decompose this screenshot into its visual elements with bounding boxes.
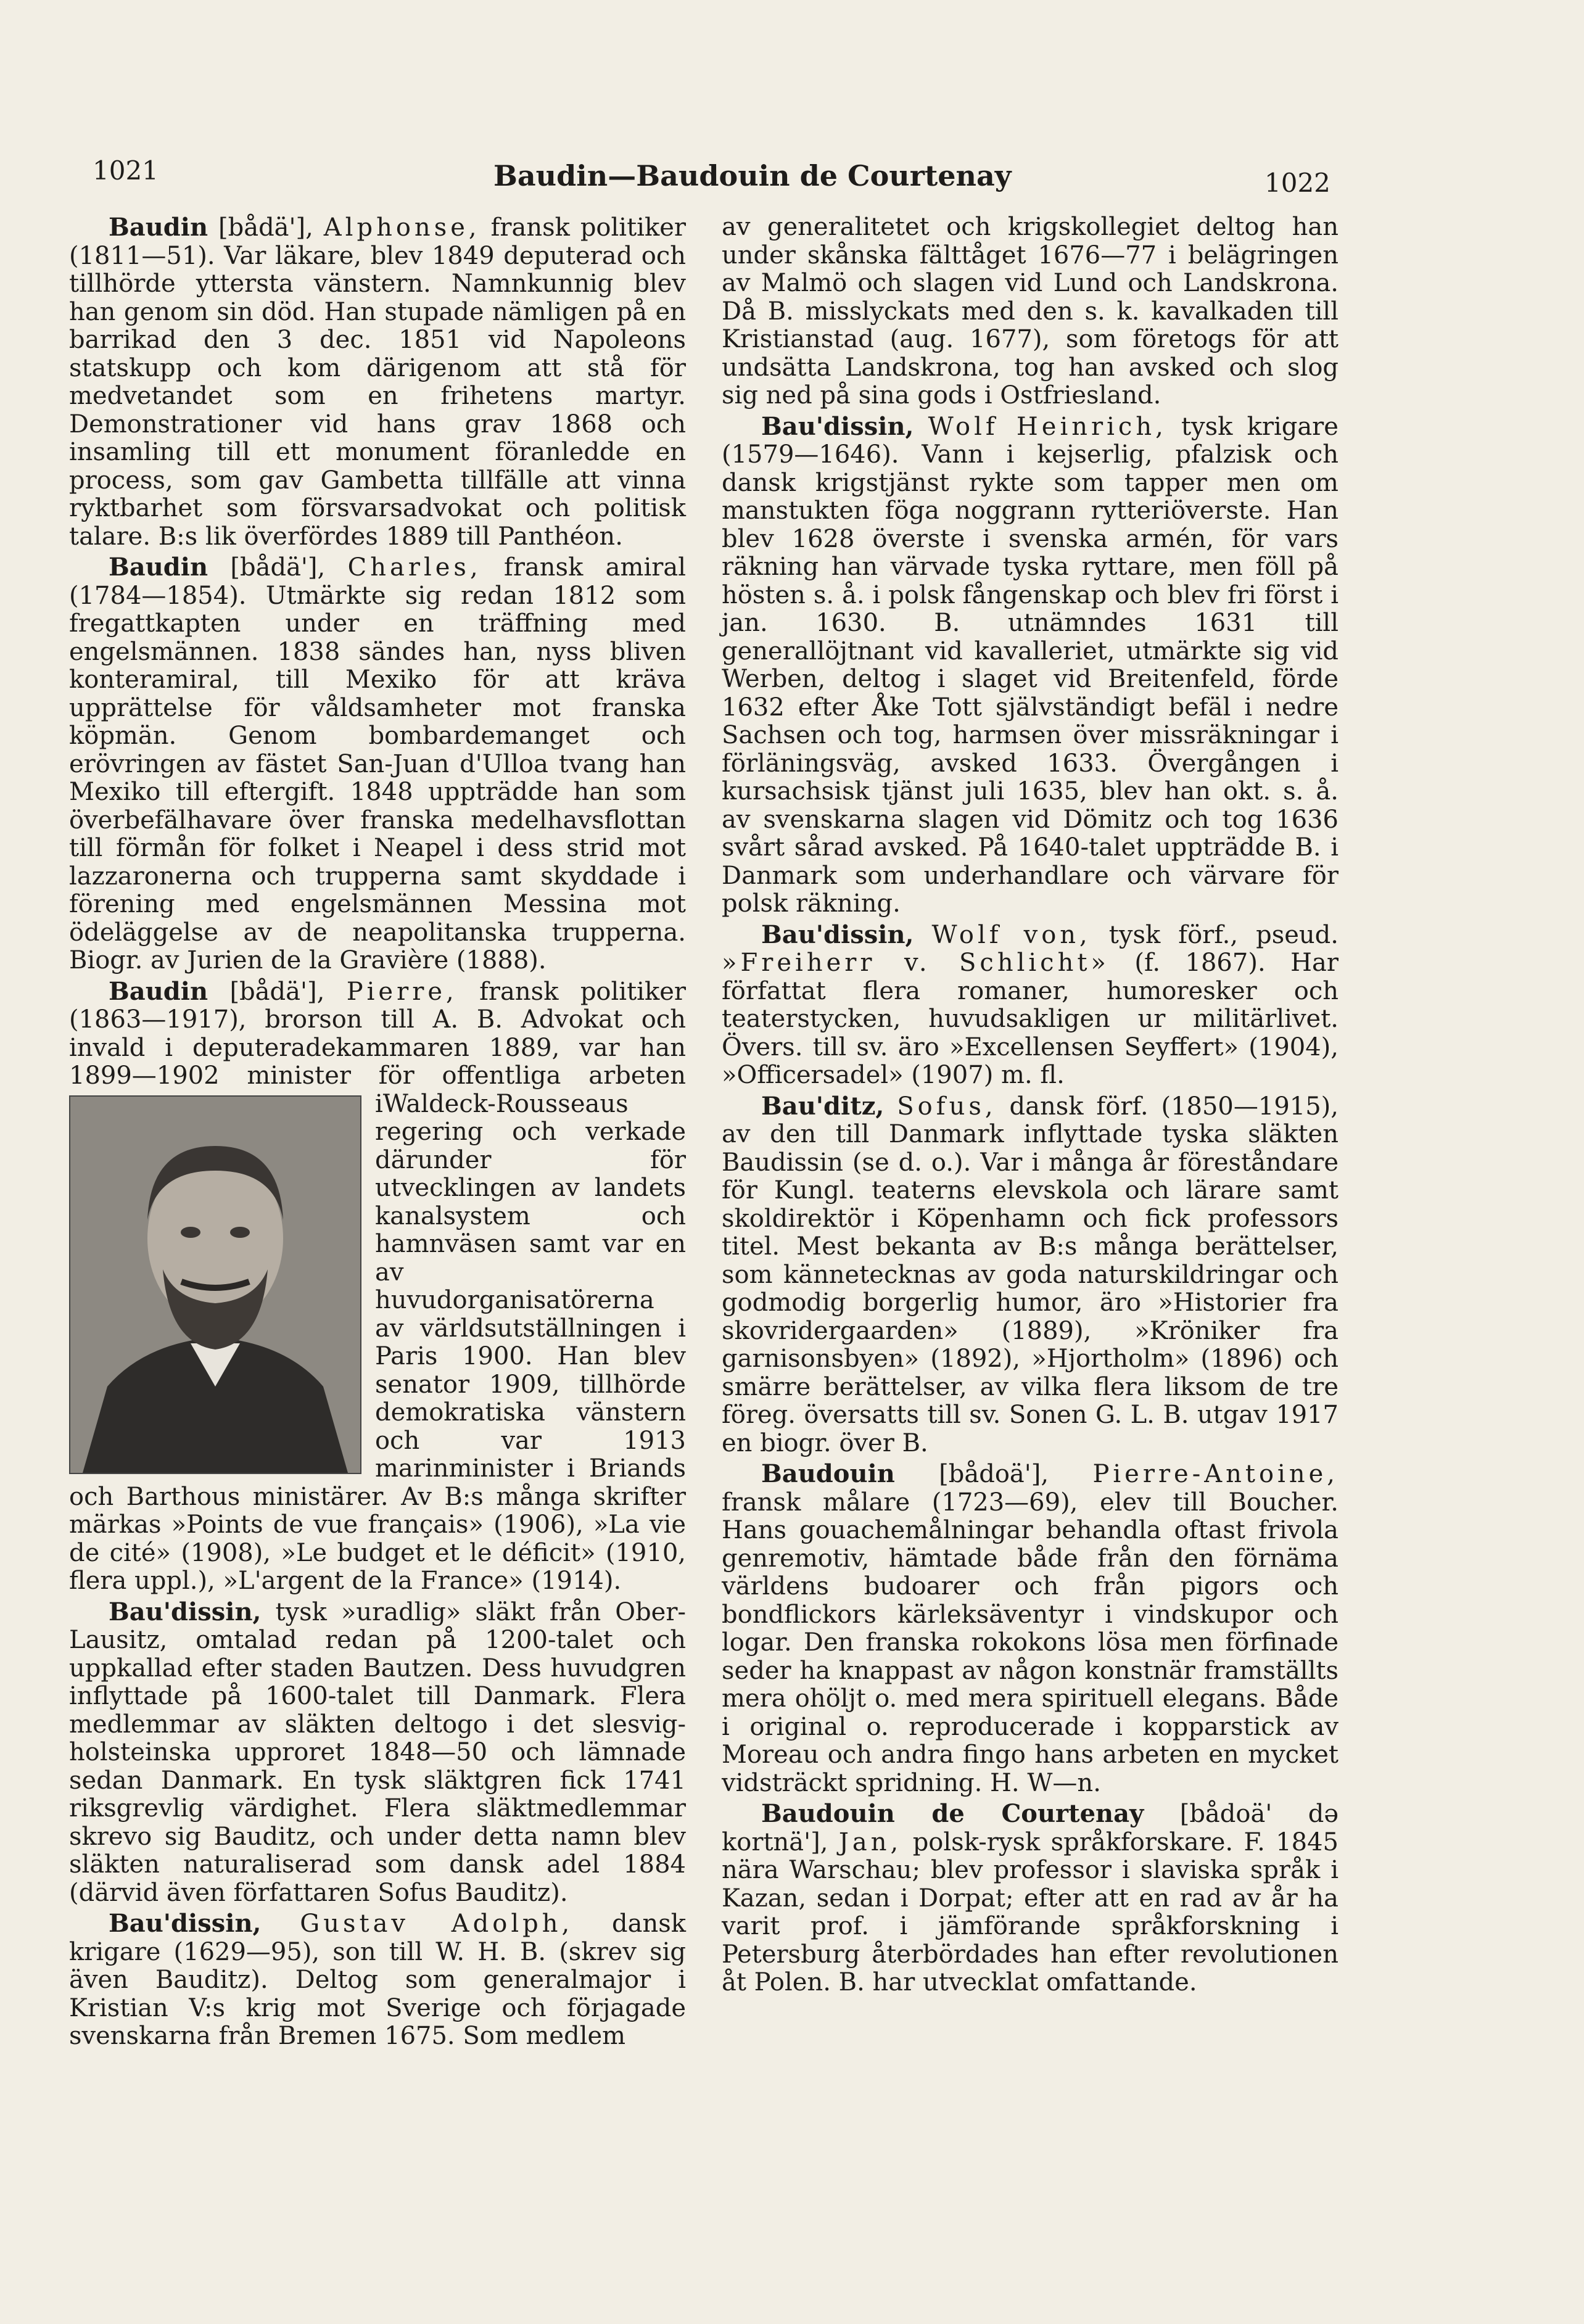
page-number-left: 1021 xyxy=(93,155,159,186)
entry-sofus-bauditz xyxy=(722,1092,1339,1458)
entry-text: dansk förf. (1850—1915), av den till Danmark inflyttade tyska släkten Baudissin (se d. o.). Var i många år föreståndare för Kungl. teaterns elevskola och lärare samt skoldirektör i Köpenhamn och fick professors titel. Mest bekanta av B:s många berättelser, som kännetecknas av goda naturskildringar och godmodig borgerlig humor, äro »Historier fra skovridergaarden» (1889), »Kröniker fra garnisonsbyen» (1892), »Hjortholm» (1896) och smärre berättelser, av vilka flera liksom de tre föreg. översatts till sv. Sonen G. L. B. utgav 1917 en biogr. över B. xyxy=(722,1092,1339,1457)
headword: Baudin xyxy=(109,553,208,582)
entry-gustav-adolph-baudissin xyxy=(69,1910,686,2051)
headword: Baudouin xyxy=(761,1459,895,1488)
pronunciation: [bådä'], xyxy=(218,213,313,242)
portrait-photo-icon xyxy=(69,1095,361,1474)
pronunciation: [bådä'], xyxy=(229,977,325,1006)
entry-wolf-von-baudissin xyxy=(722,921,1339,1090)
entry-text: fransk politiker (1811—51). Var läkare, blev 1849 deputerad och tillhörde yttersta vänstern. Namnkunnig blev han genom sin död. Han stupade nämligen på en barrikad den 3 dec. 1851 vid Napoleons statskupp och kom därigenom att stå för medvetandet som en frihetens martyr. Demonstrationer vid hans grav 1868 och insamling till ett monument föranledde en process, som gav Gambetta tillfälle att vinna ryktbarhet som försvarsadvokat och politisk talare. B:s lik överfördes 1889 till Panthéon. xyxy=(69,213,686,551)
given-name: Pierre-Antoine, xyxy=(1092,1460,1339,1488)
pronunciation: [bådä'], xyxy=(230,553,326,582)
headword: Baudouin de Courtenay xyxy=(761,1799,1144,1828)
left-column xyxy=(69,213,686,2053)
entry-text: dansk krigare (1629—95), son till W. H. B. (skrev sig även Bauditz). Deltog som generalmajor i Kristian V:s krig mot Sverige och förjagade svenskarna från Bremen 1675. Som medlem xyxy=(69,1910,686,2050)
headword: Bau'dissin, xyxy=(761,920,914,949)
given-name: Wolf Heinrich, xyxy=(928,412,1167,441)
given-name: Wolf von, xyxy=(931,920,1091,949)
entry-text: fransk målare (1723—69), elev till Boucher. Hans gouachemålningar behandla oftast frivola genremotiv, hämtade både från den förnäma världens budoarer och från pigors och bondflickors kärleksäventyr i vindskupor och logar. Den franska rokokons lösa men förfinade seder ha knappast av någon konstnär framställts mera ohöljt o. med mera spirituell elegans. Både i original o. reproducerade i kopparstick av Moreau och andra fingo hans arbeten en mycket vidsträckt spridning. H. W—n. xyxy=(722,1488,1339,1797)
entry-text-continued: (f. 1867). Har författat flera romaner, humoresker och teaterstycken, huvudsakligen ur militärlivet. Övers. till sv. äro »Excellensen Seyffert» (1904), »Officersadel» (1907) m. fl. xyxy=(722,949,1339,1089)
pronunciation: [bådoä' də kortnä'], xyxy=(722,1800,1339,1856)
entry-charles-baudin xyxy=(69,553,686,975)
headword: Baudin xyxy=(109,976,208,1006)
headword: Bau'dissin, xyxy=(109,1597,262,1626)
pronunciation: [bådoä'], xyxy=(939,1460,1049,1488)
entry-baudouin-de-courtenay xyxy=(722,1800,1339,1997)
headword: Bau'dissin, xyxy=(109,1909,262,1938)
given-name: Charles, xyxy=(347,553,482,582)
given-name: Sofus, xyxy=(897,1092,997,1121)
page-number-right: 1022 xyxy=(1264,168,1330,198)
given-name: Alphonse, xyxy=(323,213,481,242)
running-head: Baudin—Baudouin de Courtenay xyxy=(493,159,1012,192)
headword: Baudin xyxy=(109,213,208,242)
headword: Bau'ditz, xyxy=(761,1091,885,1121)
entry-text: fransk politiker (1863—1917), brorson till A. B. Advokat och invald i deputeradekammaren 1889, var han 1899—1902 minister för offentliga arbeten i xyxy=(69,977,686,1118)
entry-alphonse-baudin xyxy=(69,213,686,551)
headword: Bau'dissin, xyxy=(761,411,914,441)
entry-pierre-antoine-baudouin xyxy=(722,1460,1339,1797)
given-name: Pierre, xyxy=(346,977,458,1006)
entry-continuation: av generalitetet och krigskollegiet deltog han under skånska fälttåget 1676—77 i belägringen av Malmö och slagen vid Lund och Landskrona. Då B. misslyckats med den s. k. kavalkaden till Kristianstad (aug. 1677), som företogs för att undsätta Landskrona, tog han avsked och slog sig ned på sina gods i Ostfriesland. xyxy=(722,213,1339,410)
given-name: Jan, xyxy=(838,1827,902,1856)
entry-baudissin-family xyxy=(69,1598,686,1908)
entry-text: polsk-rysk språkforskare. F. 1845 nära Warschau; blev professor i slaviska språk i Kazan, sedan i Dorpat; efter att en rad av år ha varit prof. i jämförande språkforskning i Petersburg återbördades han efter revolutionen åt Polen. B. har utvecklat omfattande. xyxy=(722,1827,1339,1996)
entry-text: fransk amiral (1784—1854). Utmärkte sig redan 1812 som fregattkapten under en träffning med engelsmännen. 1838 sändes han, nyss bliven konteramiral, till Mexiko för att kräva upprättelse för våldsamheter mot franska köpmän. Genom bombardemanget och erövringen av fästet San-Juan d'Ulloa tvang han Mexiko till eftergift. 1848 uppträdde han som överbefälhavare över franska medelhavsflottan till förmån för folket i Neapel i dess strid mot lazzaronerna och trupperna samt skyddade i förening med engelsmännen Messina mot ödeläggelse av de neapolitanska trupperna. Biogr. av Jurien de la Gravière (1888). xyxy=(69,553,686,975)
entry-wolf-heinrich-baudissin xyxy=(722,413,1339,918)
right-column xyxy=(722,213,1339,2000)
entry-text-continued: Waldeck-Rousseaus regering och verkade därunder för utvecklingen av landets kanalsystem och hamnväsen samt var en av huvudorganisatörerna av världsutställningen i Paris 1900. Han blev senator 1909, tillhörde demokratiska vänstern och var 1913 marinminister i Briands och Barthous ministärer. Av B:s många skrifter märkas »Points de vue français» (1906), »La vie de cité» (1908), »Le budget et le déficit» (1910, flera uppl.), »L'argent de la France» (1914). xyxy=(69,1089,686,1595)
entry-pierre-baudin xyxy=(69,978,686,1596)
pseudonym: »Freiherr v. Schlicht» xyxy=(722,949,1110,977)
given-name: Gustav Adolph, xyxy=(300,1910,574,1938)
entry-text: tysk krigare (1579—1646). Vann i kejserlig, pfalzisk och dansk krigstjänst rykte som tapper men om manstukten föga noggrann rytteriöverste. Han blev 1628 överste i svenska armén, för vars räkning han värvade tyska ryttare, men föll på hösten s. å. i polsk fångenskap och blev fri först i jan. 1630. B. utnämndes 1631 till generallöjtnant vid kavalleriet, utmärkte sig vid Werben, deltog i slaget vid Breitenfeld, förde 1632 efter Åke Tott självständigt befäl i nedre Sachsen och tog, harmsen över missräkningar i förläningsväg, avsked 1633. Övergången i kursachsisk tjänst juli 1635, blev han okt. s. å. av svenskarna slagen vid Dömitz och tog 1636 svårt sårad avsked. På 1640-talet uppträdde B. i Danmark som underhandlare och värvare för polsk räkning. xyxy=(722,412,1339,918)
entry-text: tysk »uradlig» släkt från Ober-Lausitz, omtalad redan på 1200-talet och uppkallad efter staden Bautzen. Dess huvudgren inflyttade på 1600-talet till Danmark. Flera medlemmar av släkten deltogo i det slesvig-holsteinska upproret 1848—50 och lämnade sedan Danmark. En tysk släktgren fick 1741 riksgrevlig värdighet. Flera släktmedlemmar skrevo sig Bauditz, och under detta namn blev släkten naturaliserad som dansk adel 1884 (därvid även författaren Sofus Bauditz). xyxy=(69,1597,686,1907)
entry-text: tysk förf., pseud. xyxy=(1108,920,1339,949)
